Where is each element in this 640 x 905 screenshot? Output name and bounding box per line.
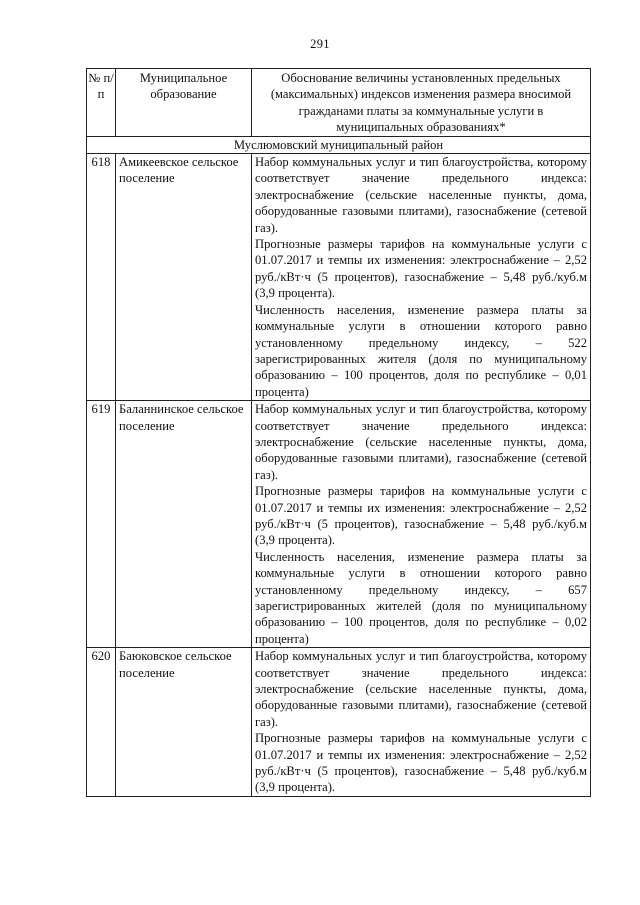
row-justification bbox=[252, 401, 591, 648]
row-number: 619 bbox=[87, 401, 116, 648]
justification-paragraph: Набор коммунальных услуг и тип благоустройства, которому соответствует значение предельного индекса: электроснабжение (сельские населенные пункты, дома, оборудованные газовыми плитами), газоснабжение (сетевой газ). bbox=[255, 649, 587, 729]
table-row bbox=[87, 401, 591, 648]
header-municipality: Муниципальное образование bbox=[116, 69, 252, 137]
row-municipality: Амикеевское сельское поселение bbox=[116, 154, 252, 401]
justification-paragraph: Численность населения, изменение размера платы за коммунальные услуги в отношении которого равно установленному предельному индексу, – 657 зарегистрированных жителей (доля по муниципальному образованию – 100 процентов, доля по республике – 0,02 процента) bbox=[255, 549, 587, 646]
justification-paragraph: Прогнозные размеры тарифов на коммунальные услуги с 01.07.2017 и темпы их изменения: электроснабжение – 2,52 руб./кВт·ч (5 процентов), газоснабжение – 5,48 руб./куб.м (3,9 процента). bbox=[255, 237, 587, 301]
row-municipality: Баланнинское сельское поселение bbox=[116, 401, 252, 648]
tariff-table bbox=[86, 68, 591, 797]
page-number: 291 bbox=[310, 37, 330, 51]
row-number: 618 bbox=[87, 154, 116, 401]
row-number: 620 bbox=[87, 648, 116, 797]
row-municipality: Баюковское сельское поселение bbox=[116, 648, 252, 797]
row-justification bbox=[252, 154, 591, 401]
justification-paragraph: Численность населения, изменение размера платы за коммунальные услуги в отношении которого равно установленному предельному индексу, – 522 зарегистрированных жителя (доля по муниципальному образованию – 100 процентов, доля по республике – 0,01 процента) bbox=[255, 302, 587, 399]
justification-paragraph: Прогнозные размеры тарифов на коммунальные услуги с 01.07.2017 и темпы их изменения: электроснабжение – 2,52 руб./кВт·ч (5 процентов), газоснабжение – 5,48 руб./куб.м (3,9 процента). bbox=[255, 731, 587, 795]
justification-paragraph: Прогнозные размеры тарифов на коммунальные услуги с 01.07.2017 и темпы их изменения: электроснабжение – 2,52 руб./кВт·ч (5 процентов), газоснабжение – 5,48 руб./куб.м (3,9 процента). bbox=[255, 484, 587, 548]
table-row bbox=[87, 154, 591, 401]
justification-paragraph: Набор коммунальных услуг и тип благоустройства, которому соответствует значение предельного индекса: электроснабжение (сельские населенные пункты, дома, оборудованные газовыми плитами), газоснабжение (сетевой газ). bbox=[255, 402, 587, 482]
district-name: Муслюмовский муниципальный район bbox=[87, 136, 591, 153]
table-header-row bbox=[87, 69, 591, 137]
row-justification bbox=[252, 648, 591, 797]
header-justification: Обоснование величины установленных предельных (максимальных) индексов изменения размера вносимой гражданами платы за коммунальные услуги в муниципальных образованиях* bbox=[252, 69, 591, 137]
table-row bbox=[87, 648, 591, 797]
justification-paragraph: Набор коммунальных услуг и тип благоустройства, которому соответствует значение предельного индекса: электроснабжение (сельские населенные пункты, дома, оборудованные газовыми плитами), газоснабжение (сетевой газ). bbox=[255, 155, 587, 235]
district-row bbox=[87, 136, 591, 153]
header-number: № п/п bbox=[87, 69, 116, 137]
